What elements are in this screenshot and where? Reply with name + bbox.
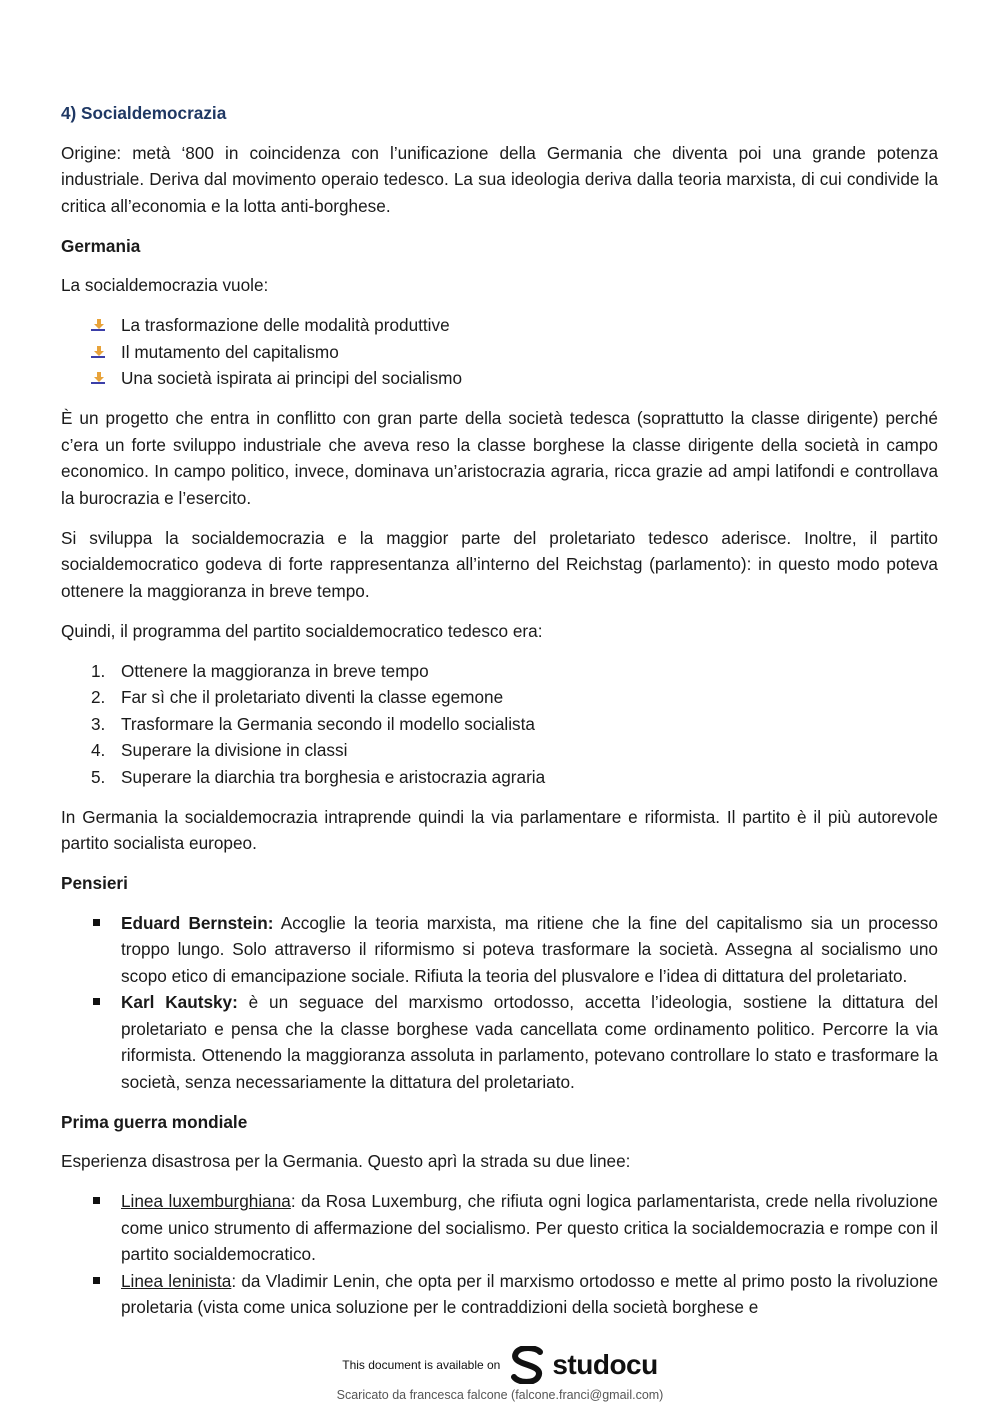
studocu-banner[interactable] — [0, 1345, 1000, 1385]
paragraph-origin: Origine: metà ‘800 in coincidenza con l’unificazione della Germania che diventa poi una grande potenza industriale. Deriva dal movimento operaio tedesco. La sua ideologia deriva dalla teoria marxista, di cui condivide la critica all’economia e la lotta anti-borghese. — [61, 142, 938, 216]
list-item: La trasformazione delle modalità produttive — [61, 312, 938, 339]
subheading-pensieri: Pensieri — [61, 873, 128, 893]
paragraph-in-germania: In Germania la socialdemocrazia intraprende quindi la via parlamentare e riformista. Il partito è il più autorevole partito socialista europeo. — [61, 806, 938, 853]
list-item: 2. Far sì che il proletariato diventi la classe egemone — [91, 687, 504, 707]
list-item: Il mutamento del capitalismo — [61, 339, 938, 366]
list-linee — [61, 1188, 938, 1321]
section-heading: 4) Socialdemocrazia — [61, 103, 227, 123]
list-item: 3. Trasformare la Germania secondo il modello socialista — [91, 713, 535, 734]
list-item: Linea leninista: da Vladimir Lenin, che opta per il marxismo ortodosso e mette al primo posto la rivoluzione proletaria (vista come unica soluzione per le contraddizioni della società borghese e — [61, 1268, 938, 1321]
arrow-bullet-icon — [91, 319, 105, 331]
list-item: Linea luxemburghiana: da Rosa Luxemburg, che rifiuta ogni logica parlamentarista, crede nella rivoluzione come unico strumento di affermazione del socialismo. Per questo critica la socialdemocrazia e rompe con il partito socialdemocratico. — [61, 1188, 938, 1268]
square-bullet-icon — [93, 1277, 100, 1284]
list-item: 5. Superare la diarchia tra borghesia e aristocrazia agraria — [91, 766, 546, 787]
list-programma — [61, 658, 938, 791]
arrow-bullet-icon — [91, 346, 105, 358]
paragraph-sviluppa: Si sviluppa la socialdemocrazia e la maggior parte del proletariato tedesco aderisce. Inoltre, il partito socialdemocratico godeva di forte rappresentanza all’interno del Reichstag (parlamento): in questo modo poteva ottenere la maggioranza in breve tempo. — [61, 527, 938, 601]
document-body — [61, 100, 938, 1334]
list-item: 4. Superare la divisione in classi — [91, 740, 348, 760]
paragraph-quindi: Quindi, il programma del partito socialdemocratico tedesco era: — [61, 620, 543, 641]
download-notice: Scaricato da francesca falcone (falcone.franci@gmail.com) — [336, 1388, 664, 1402]
paragraph-vuole: La socialdemocrazia vuole: — [61, 275, 269, 295]
square-bullet-icon — [93, 919, 100, 926]
studocu-logo[interactable] — [510, 1346, 657, 1384]
arrow-bullet-icon — [91, 372, 105, 384]
square-bullet-icon — [93, 1197, 100, 1204]
list-pensieri — [61, 910, 938, 1096]
subheading-guerra: Prima guerra mondiale — [61, 1111, 248, 1132]
list-vuole — [61, 312, 938, 392]
studocu-wordmark: studocu — [552, 1349, 658, 1380]
thinker-name: Karl Kautsky: — [121, 992, 238, 1012]
paragraph-progetto: È un progetto che entra in conflitto con gran parte della società tedesca (soprattutto la classe dirigente) perché c’era un forte sviluppo industriale che aveva reso la classe borghese la classe dirigente della società in campo economico. In campo politico, invece, dominava un’aristocrazia agraria, ricca grazie ad ampi latifondi e controllava la burocrazia e l’esercito. — [61, 408, 938, 508]
square-bullet-icon — [93, 998, 100, 1005]
line-name: Linea leninista — [121, 1270, 232, 1291]
list-item: Karl Kautsky: è un seguace del marxismo ortodosso, accetta l’ideologia, sostiene la dittatura del proletariato e pensa che la classe borghese vada cancellata come ordinamento politico. Percorre la via riformista. Ottenendo la maggioranza assoluta in parlamento, potevano controllare lo stato e trasformare la società, senza necessariamente la dittatura del proletariato. — [61, 989, 938, 1095]
list-item: Una società ispirata ai principi del socialismo — [61, 365, 938, 392]
thinker-name: Eduard Bernstein: — [121, 912, 274, 933]
subheading-germania: Germania — [61, 235, 141, 256]
list-item: Eduard Bernstein: Accoglie la teoria marxista, ma ritiene che la fine del capitalismo sia un processo troppo lungo. Solo attraverso il riformismo si poteva trasformare la società. Assegna al socialismo uno scopo etico di emancipazione sociale. Rifiuta la teoria del plusvalore e l’idea di dittatura del proletariato. — [61, 910, 938, 990]
paragraph-esperienza: Esperienza disastrosa per la Germania. Questo aprì la strada su due linee: — [61, 1151, 631, 1171]
studocu-logo-icon — [510, 1346, 546, 1384]
line-name: Linea luxemburghiana — [121, 1191, 291, 1211]
available-text: This document is available on — [342, 1358, 501, 1372]
list-item: 1. Ottenere la maggioranza in breve tempo — [91, 660, 429, 681]
